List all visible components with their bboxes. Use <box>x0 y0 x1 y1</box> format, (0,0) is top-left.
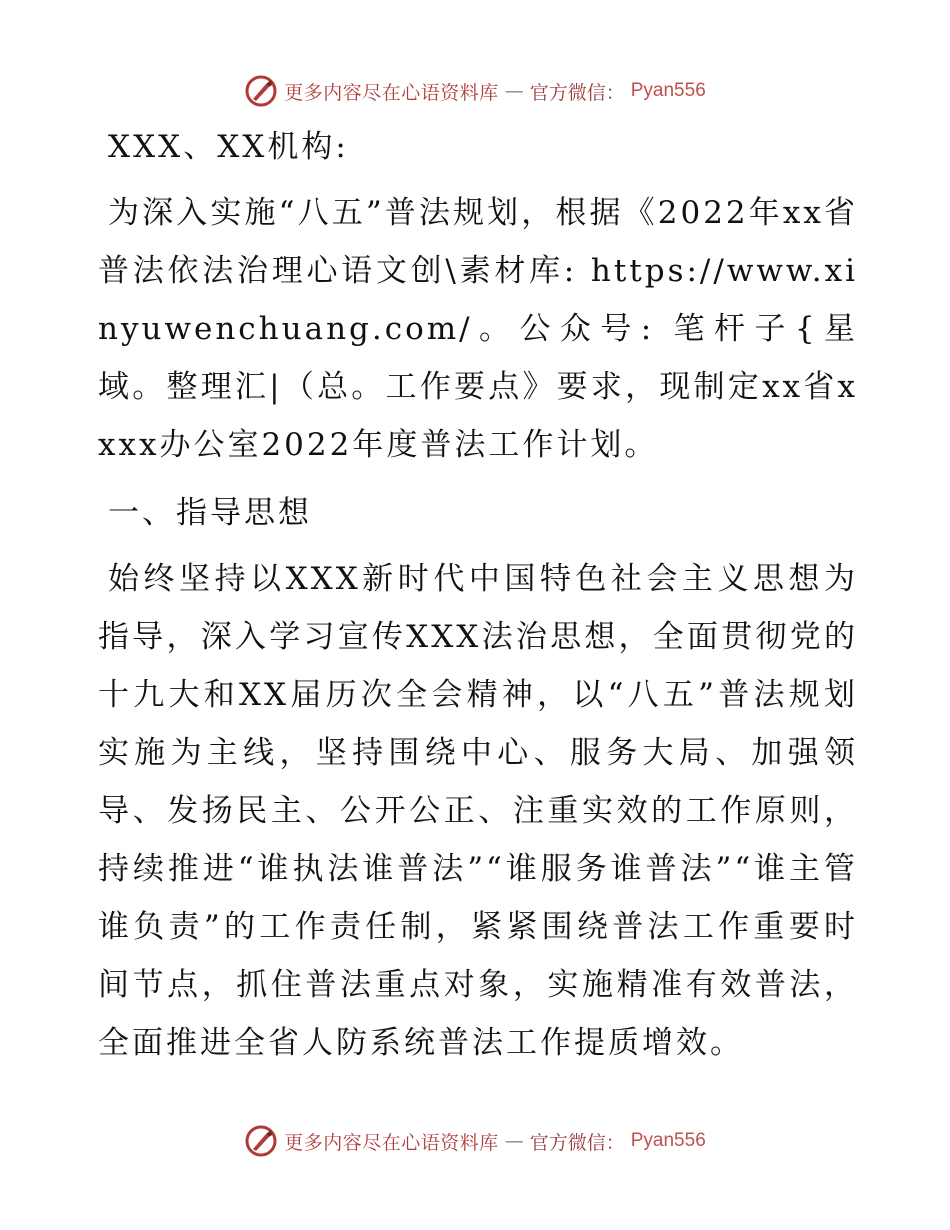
watermark-wechat-id: Pyan556 <box>630 80 706 101</box>
quill-pen-logo-icon <box>244 1124 278 1158</box>
section-body-guiding-thought: 始终坚持以XXX新时代中国特色社会主义思想为指导，深入学习宣传XXX法治思想，全面贯彻党的十九大和XX届历次全会精神，以“八五”普法规划实施为主线，坚持围绕中心、服务大局、加强领导、发扬民主、公开公正、注重实效的工作原则，持续推进“谁执法谁普法”“谁服务谁普法”“谁主管谁负责”的工作责任制，紧紧围绕普法工作重要时间节点，抓住普法重点对象，实施精准有效普法，全面推进全省人防系统普法工作提质增效。 <box>98 561 858 1061</box>
document-address: XXX、XX机构: <box>108 129 349 165</box>
watermark-dash: — <box>504 80 524 102</box>
document-intro: 为深入实施“八五”普法规划，根据《2022年xx省普法依法治理心语文创\素材库: https://www.xinyuwenchuang.com/。公众号: 笔杆子{星域。整理汇|（总。工作要点》要求，现制定xx省xxxx办公室2022年度普法工作计划。 <box>98 195 858 463</box>
watermark-official-label: 官方微信： <box>529 1131 625 1154</box>
watermark-brand: 更多内容尽在心语资料库 <box>284 1131 499 1154</box>
section-heading-guiding-thought: 一、指导思想 <box>108 495 312 531</box>
document-body <box>98 118 858 1072</box>
header-watermark <box>0 74 950 108</box>
quill-pen-logo-icon <box>244 74 278 108</box>
watermark-brand: 更多内容尽在心语资料库 <box>284 81 499 104</box>
watermark-dash: — <box>504 1130 524 1152</box>
watermark-wechat-id: Pyan556 <box>630 1130 706 1151</box>
watermark-official-label: 官方微信： <box>529 81 625 104</box>
footer-watermark <box>0 1124 950 1158</box>
